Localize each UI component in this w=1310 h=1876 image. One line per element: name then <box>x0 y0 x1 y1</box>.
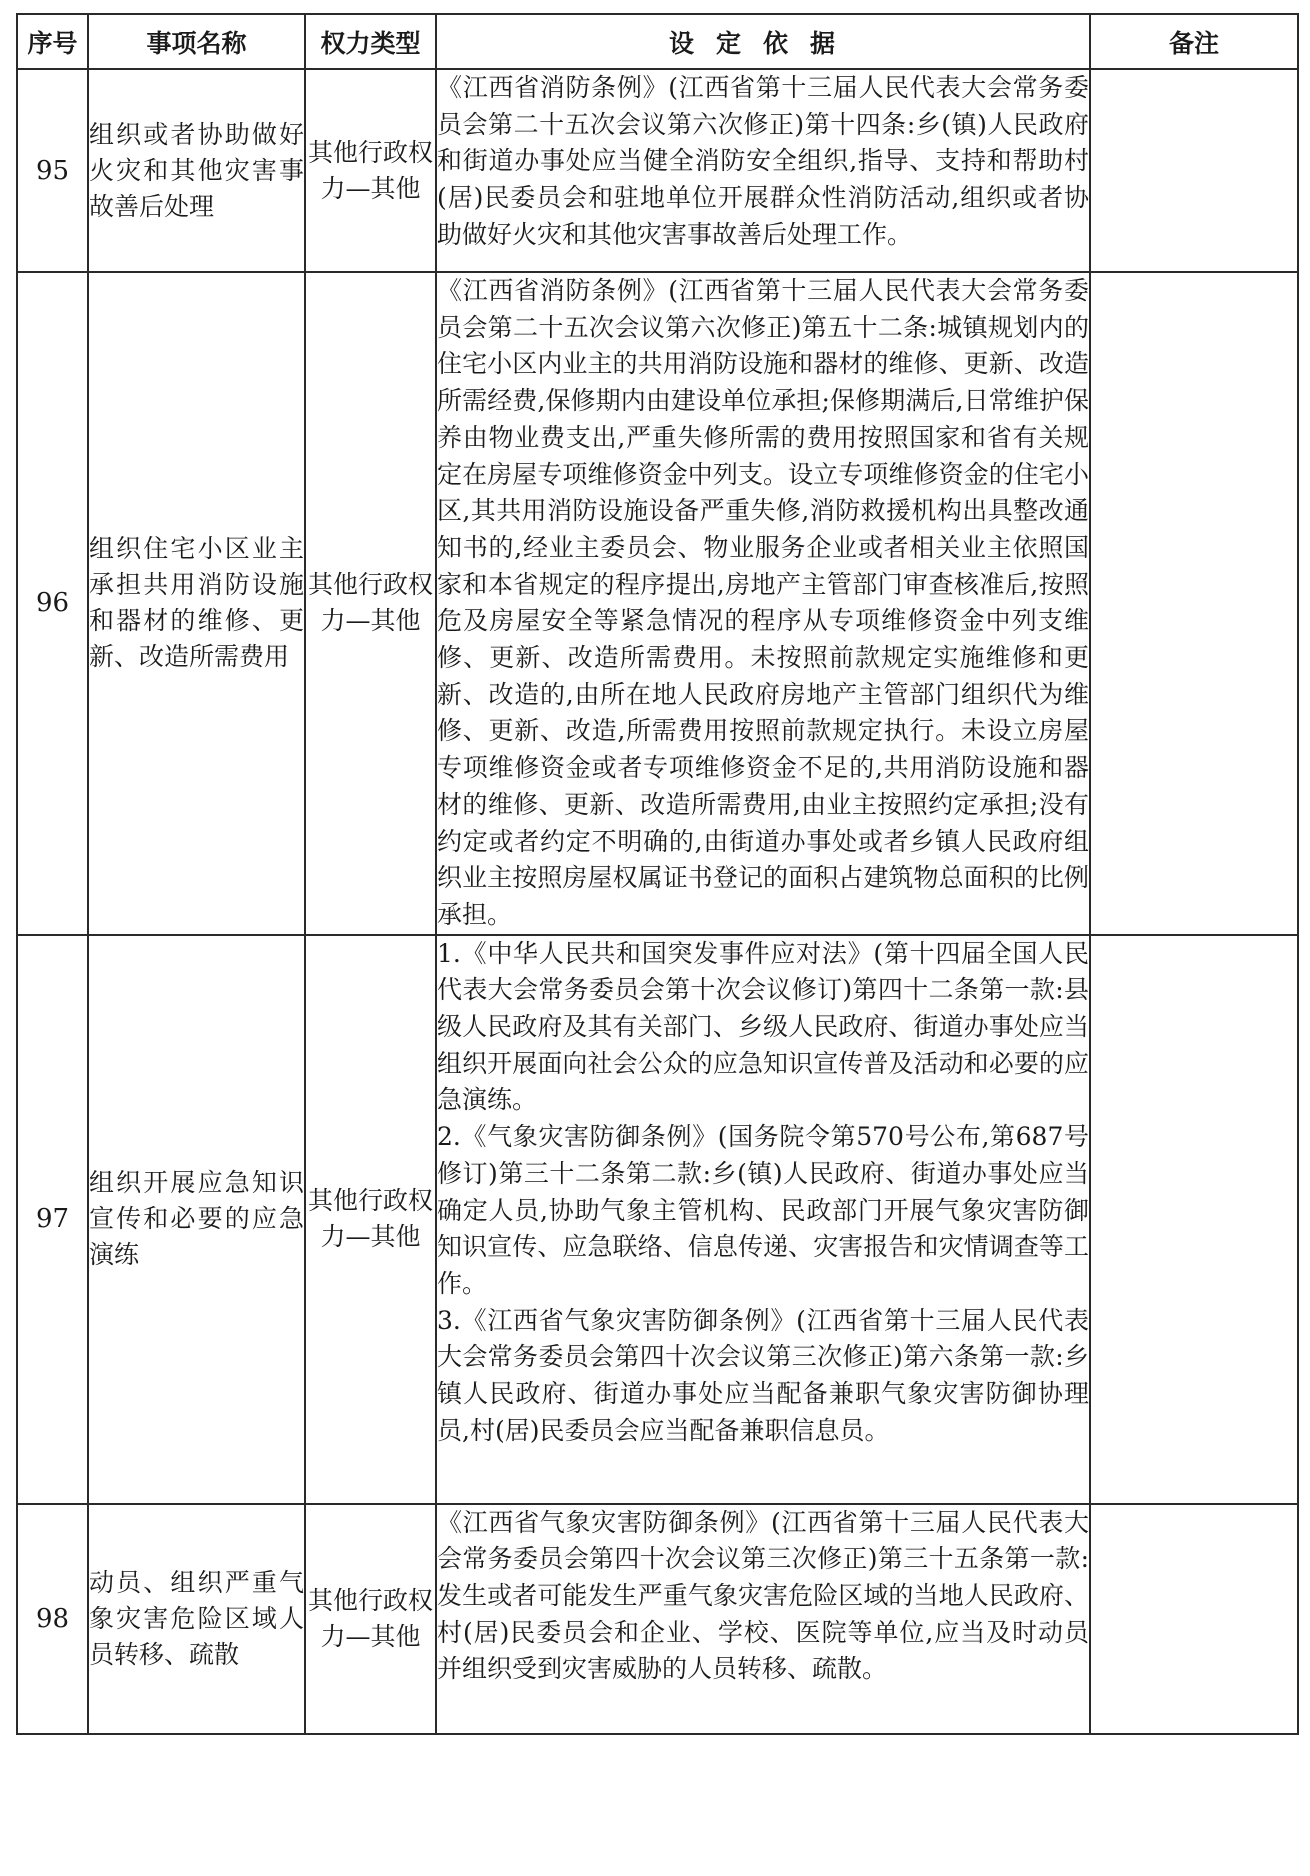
row-basis <box>436 935 1090 1504</box>
basis-paragraph: 3.《江西省气象灾害防御条例》(江西省第十三届人民代表大会常务委员会第四十次会议第三次修正)第六条第一款:乡镇人民政府、街道办事处应当配备兼职气象灾害防御协理员,村(居)民委员会应当配备兼职信息员。 <box>437 1305 1089 1445</box>
header-name: 事项名称 <box>88 14 305 69</box>
header-basis: 设定依据 <box>436 14 1090 69</box>
row-remark <box>1090 69 1298 272</box>
row-basis <box>436 69 1090 272</box>
row-remark <box>1090 935 1298 1504</box>
row-remark <box>1090 1504 1298 1734</box>
row-type: 其他行政权力—其他 <box>305 1504 436 1734</box>
table-header-row <box>17 14 1298 69</box>
basis-paragraph: 《江西省消防条例》(江西省第十三届人民代表大会常务委员会第二十五次会议第六次修正)第五十二条:城镇规划内的住宅小区内业主的共用消防设施和器材的维修、更新、改造所需经费,保修期内由建设单位承担;保修期满后,日常维护保养由物业费支出,严重失修所需的费用按照国家和省有关规定在房屋专项维修资金中列支。设立专项维修资金的住宅小区,其共用消防设施设备严重失修,消防救援机构出具整改通知书的,经业主委员会、物业服务企业或者相关业主依照国家和本省规定的程序提出,房地产主管部门审查核准后,按照危及房屋安全等紧急情况的程序从专项维修资金中列支维修、更新、改造所需费用。未按照前款规定实施维修和更新、改造的,由所在地人民政府房地产主管部门组织代为维修、更新、改造,所需费用按照前款规定执行。未设立房屋专项维修资金或者专项维修资金不足的,共用消防设施和器材的维修、更新、改造所需费用,由业主按照约定承担;没有约定或者约定不明确的,由街道办事处或者乡镇人民政府组织业主按照房屋权属证书登记的面积占建筑物总面积的比例承担。 <box>437 276 1089 929</box>
row-remark <box>1090 272 1298 935</box>
row-basis <box>436 272 1090 935</box>
row-no: 98 <box>17 1504 88 1734</box>
row-name: 动员、组织严重气象灾害危险区域人员转移、疏散 <box>88 1504 305 1734</box>
basis-paragraph: 《江西省气象灾害防御条例》(江西省第十三届人民代表大会常务委员会第四十次会议第三次修正)第三十五条第一款:发生或者可能发生严重气象灾害危险区域的当地人民政府、村(居)民委员会和企业、学校、医院等单位,应当及时动员并组织受到灾害威胁的人员转移、疏散。 <box>437 1507 1089 1684</box>
table-row <box>17 1504 1298 1734</box>
header-type: 权力类型 <box>305 14 436 69</box>
row-no: 95 <box>17 69 88 272</box>
authority-list-table <box>16 13 1299 1735</box>
row-basis <box>436 1504 1090 1734</box>
row-no: 97 <box>17 935 88 1504</box>
basis-paragraph: 1.《中华人民共和国突发事件应对法》(第十四届全国人民代表大会常务委员会第十次会议修订)第四十二条第一款:县级人民政府及其有关部门、乡级人民政府、街道办事处应当组织开展面向社会公众的应急知识宣传普及活动和必要的应急演练。 <box>437 938 1089 1115</box>
table-row <box>17 272 1298 935</box>
row-type: 其他行政权力—其他 <box>305 935 436 1504</box>
header-no: 序号 <box>17 14 88 69</box>
row-name: 组织或者协助做好火灾和其他灾害事故善后处理 <box>88 69 305 272</box>
basis-paragraph: 2.《气象灾害防御条例》(国务院令第570号公布,第687号修订)第三十二条第二款:乡(镇)人民政府、街道办事处应当确定人员,协助气象主管机构、民政部门开展气象灾害防御知识宣传、应急联络、信息传递、灾害报告和灾情调查等工作。 <box>437 1122 1089 1298</box>
row-no: 96 <box>17 272 88 935</box>
table-row <box>17 935 1298 1504</box>
row-type: 其他行政权力—其他 <box>305 69 436 272</box>
header-remark: 备注 <box>1090 14 1298 69</box>
row-name: 组织住宅小区业主承担共用消防设施和器材的维修、更新、改造所需费用 <box>88 272 305 935</box>
basis-paragraph: 《江西省消防条例》(江西省第十三届人民代表大会常务委员会第二十五次会议第六次修正)第十四条:乡(镇)人民政府和街道办事处应当健全消防安全组织,指导、支持和帮助村(居)民委员会和驻地单位开展群众性消防活动,组织或者协助做好火灾和其他灾害事故善后处理工作。 <box>437 73 1089 249</box>
table-row <box>17 69 1298 272</box>
row-name: 组织开展应急知识宣传和必要的应急演练 <box>88 935 305 1504</box>
row-type: 其他行政权力—其他 <box>305 272 436 935</box>
